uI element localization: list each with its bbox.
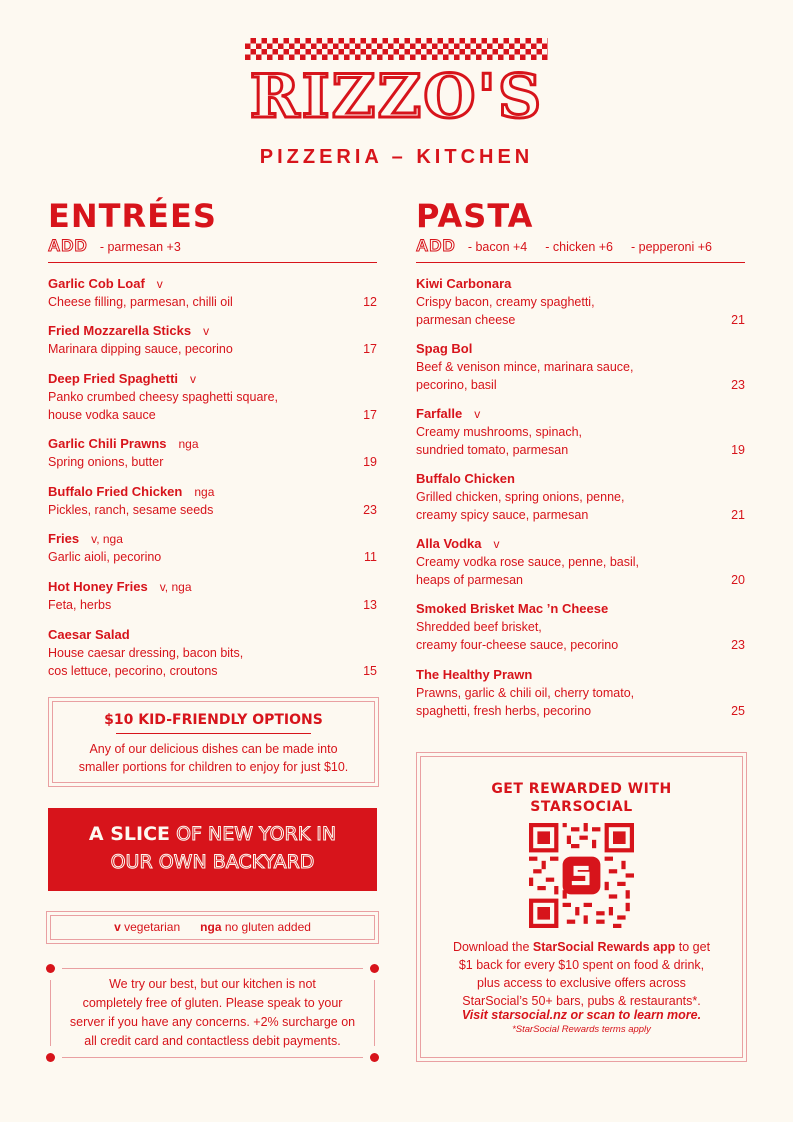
menu-item xyxy=(48,275,377,311)
item-tag: nga xyxy=(178,437,199,451)
item-name: The Healthy Prawn xyxy=(416,667,533,682)
menu-item xyxy=(416,535,745,589)
item-price: 21 xyxy=(731,313,745,327)
gluten-rule-bottom xyxy=(62,1057,363,1058)
item-description: Beef & venison mince, marinara sauce, xyxy=(416,360,634,374)
menu-item xyxy=(416,666,745,720)
kids-box xyxy=(48,697,379,787)
item-name: Kiwi Carbonara xyxy=(416,276,512,291)
item-price: 19 xyxy=(731,443,745,457)
item-price: 13 xyxy=(363,598,377,612)
item-price: 25 xyxy=(731,704,745,718)
legend-box xyxy=(46,911,379,944)
item-price: 19 xyxy=(363,455,377,469)
legend-nga-label: no gluten added xyxy=(224,920,311,934)
item-name: Garlic Chili Prawns xyxy=(48,436,167,451)
qr-code-icon[interactable] xyxy=(529,823,634,928)
checker-pattern xyxy=(245,38,548,60)
menu-item xyxy=(48,578,377,614)
item-name: Farfalle xyxy=(416,406,463,421)
item-description: Shredded beef brisket, xyxy=(416,620,542,634)
item-price: 15 xyxy=(363,664,377,678)
item-description: House caesar dressing, bacon bits, xyxy=(48,646,244,660)
item-price: 21 xyxy=(731,508,745,522)
item-price: 12 xyxy=(363,295,377,309)
slice-line1: OF NEW YORK IN xyxy=(170,823,337,845)
item-description: creamy four-cheese sauce, pecorino xyxy=(416,638,619,652)
slice-bold: A SLICE xyxy=(88,823,171,845)
item-name: Fried Mozzarella Sticks xyxy=(48,323,192,338)
item-description: creamy spicy sauce, parmesan xyxy=(416,508,589,522)
item-description: sundried tomato, parmesan xyxy=(416,443,569,457)
menu-item xyxy=(48,322,377,358)
menu-item xyxy=(416,600,745,654)
item-tag: v xyxy=(493,537,500,551)
add-option: - pepperoni +6 xyxy=(631,240,712,254)
item-description: Garlic aioli, pecorino xyxy=(48,550,162,564)
item-name: Garlic Cob Loaf xyxy=(48,276,145,291)
entrees-title: ENTRÉES xyxy=(48,197,217,235)
legend-nga-key: nga xyxy=(200,920,222,934)
item-description: Creamy mushrooms, spinach, xyxy=(416,425,583,439)
gluten-note-box xyxy=(50,968,375,1058)
item-name: Spag Bol xyxy=(416,341,473,356)
menu-item xyxy=(416,275,745,329)
item-price: 20 xyxy=(731,573,745,587)
menu-item xyxy=(48,370,377,424)
item-description: Pickles, ranch, sesame seeds xyxy=(48,503,214,517)
item-description: Spring onions, butter xyxy=(48,455,164,469)
item-name: Buffalo Fried Chicken xyxy=(48,484,183,499)
item-description: Prawns, garlic & chili oil, cherry tomato, xyxy=(416,686,635,700)
item-description: Creamy vodka rose sauce, penne, basil, xyxy=(416,555,640,569)
corner-dot xyxy=(370,964,379,973)
item-description: Marinara dipping sauce, pecorino xyxy=(48,342,233,356)
menu-item xyxy=(416,405,745,459)
item-tag: v xyxy=(203,324,210,338)
rewards-terms: *StarSocial Rewards terms apply xyxy=(512,1024,651,1035)
pasta-add-row xyxy=(416,237,730,256)
item-price: 11 xyxy=(364,550,377,564)
item-description: Panko crumbed cheesy spaghetti square, xyxy=(48,390,278,404)
item-description: Feta, herbs xyxy=(48,598,112,612)
item-price: 17 xyxy=(363,408,377,422)
item-name: Buffalo Chicken xyxy=(416,471,515,486)
rewards-link[interactable]: Visit starsocial.nz or scan to learn more. xyxy=(461,1008,702,1022)
item-description: house vodka sauce xyxy=(48,408,156,422)
item-description: pecorino, basil xyxy=(416,378,497,392)
item-price: 23 xyxy=(731,378,745,392)
add-option: - chicken +6 xyxy=(545,240,614,254)
item-tag: v xyxy=(474,407,481,421)
divider xyxy=(48,262,377,263)
kids-divider xyxy=(116,733,311,734)
corner-dot xyxy=(370,1053,379,1062)
subtitle: PIZZERIA – KITCHEN xyxy=(259,146,534,168)
menu-item xyxy=(48,626,377,680)
item-name: Caesar Salad xyxy=(48,627,130,642)
add-label: ADD xyxy=(416,236,456,255)
kids-title: $10 KID-FRIENDLY OPTIONS xyxy=(104,712,323,728)
menu-item xyxy=(48,435,377,471)
item-tag: v xyxy=(190,372,197,386)
item-description: Cheese filling, parmesan, chilli oil xyxy=(48,295,233,309)
kids-text: Any of our delicious dishes can be made into smaller portions for children to enjoy for just $10. xyxy=(78,742,349,774)
slice-banner xyxy=(48,808,377,891)
gluten-rule-top xyxy=(62,968,363,969)
item-price: 23 xyxy=(363,503,377,517)
item-tag: v, nga xyxy=(91,532,123,546)
rewards-title: GET REWARDED WITH STARSOCIAL xyxy=(491,781,672,815)
add-option: - bacon +4 xyxy=(467,240,528,254)
divider xyxy=(416,262,745,263)
entrees-add-row xyxy=(48,237,199,256)
item-name: Smoked Brisket Mac ’n Cheese xyxy=(416,601,609,616)
item-description: Grilled chicken, spring onions, penne, xyxy=(416,490,625,504)
add-label: ADD xyxy=(48,236,88,255)
pasta-title: PASTA xyxy=(416,197,534,235)
item-tag: nga xyxy=(194,485,215,499)
item-name: Alla Vodka xyxy=(416,536,482,551)
menu-item xyxy=(416,340,745,394)
item-price: 17 xyxy=(363,342,377,356)
legend-v-key: v xyxy=(114,920,121,934)
item-description: Crispy bacon, creamy spaghetti, xyxy=(416,295,595,309)
corner-dot xyxy=(46,964,55,973)
add-option: - parmesan +3 xyxy=(99,240,181,254)
item-name: Fries xyxy=(48,531,80,546)
logo: RIZZO'S xyxy=(249,62,544,132)
item-description: parmesan cheese xyxy=(416,313,516,327)
item-name: Deep Fried Spaghetti xyxy=(48,371,179,386)
corner-dot xyxy=(46,1053,55,1062)
menu-item xyxy=(48,483,377,519)
menu-item xyxy=(416,470,745,524)
item-tag: v, nga xyxy=(159,580,192,594)
item-description: spaghetti, fresh herbs, pecorino xyxy=(416,704,592,718)
rewards-text: Download the StarSocial Rewards app to get $1 back for every $10 spent on food & drink, plus access to exclusive offers across StarSocial’s 50+ bars, pubs & restaurants*. xyxy=(452,940,711,1008)
slice-line2: OUR OWN BACKYARD xyxy=(110,851,315,873)
item-name: Hot Honey Fries xyxy=(48,579,148,594)
item-price: 23 xyxy=(731,638,745,652)
menu-item xyxy=(48,530,377,566)
item-description: cos lettuce, pecorino, croutons xyxy=(48,664,218,678)
item-description: heaps of parmesan xyxy=(416,573,524,587)
item-tag: v xyxy=(156,277,163,291)
gluten-text: We try our best, but our kitchen is not completely free of gluten. Please speak to your server if you have any concerns. +2% surcharge on all credit card and contactless debit payments. xyxy=(69,977,356,1048)
legend-v-label: vegetarian xyxy=(124,920,181,934)
rewards-box xyxy=(416,752,747,1062)
